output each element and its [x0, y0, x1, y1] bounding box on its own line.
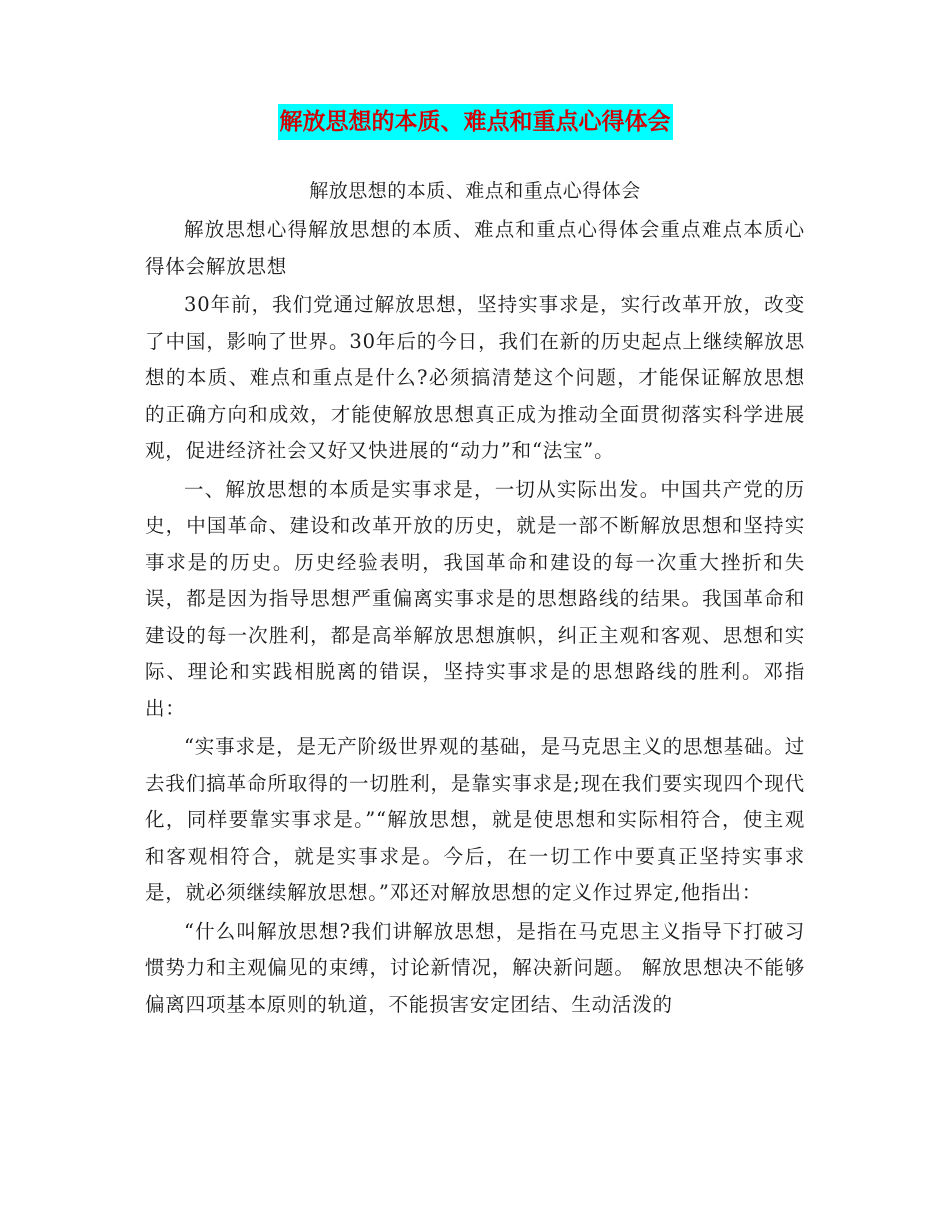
paragraph-quote-one: “实事求是，是无产阶级世界观的基础，是马克思主义的思想基础。过去我们搞革命所取得的一切胜利，是靠实事求是;现在我们要实现四个现代化，同样要靠实事求是。”“解放思想，就是使思想和实际相符合，使主观和客观相符合，就是实事求是。今后，在一切工作中要真正坚持实事求是，就必须继续解放思想。”邓还对解放思想的定义作过界定,他指出：: [145, 735, 805, 904]
document-title: 解放思想的本质、难点和重点心得体会: [278, 104, 673, 140]
paragraph-intro: 30年前，我们党通过解放思想，坚持实事求是，实行改革开放，改变了中国，影响了世界。30年后的今日，我们在新的历史起点上继续解放思想的本质、难点和重点是什么?必须搞清楚这个问题，才能保证解放思想的正确方向和成效，才能使解放思想真正成为推动全面贯彻落实科学进展观，促进经济社会又好又快进展的“动力”和“法宝”。: [145, 293, 805, 462]
paragraph-section-one: 一、解放思想的本质是实事求是，一切从实际出发。中国共产党的历史，中国革命、建设和改革开放的历史，就是一部不断解放思想和坚持实事求是的历史。历史经验表明，我国革命和建设的每一次重大挫折和失误，都是因为指导思想严重偏离实事求是的思想路线的结果。我国革命和建设的每一次胜利，都是高举解放思想旗帜，纠正主观和客观、思想和实际、理论和实践相脱离的错误，坚持实事求是的思想路线的胜利。邓指出：: [145, 477, 805, 720]
paragraph-keywords: 解放思想心得解放思想的本质、难点和重点心得体会重点难点本质心得体会解放思想: [145, 218, 805, 278]
paragraph-quote-two: “什么叫解放思想?我们讲解放思想，是指在马克思主义指导下打破习惯势力和主观偏见的束缚，讨论新情况，解决新问题。 解放思想决不能够偏离四项基本原则的轨道，不能损害安定团结、生动活泼的: [145, 919, 805, 1016]
title-container: [145, 104, 805, 140]
document-subtitle: 解放思想的本质、难点和重点心得体会: [309, 180, 641, 202]
